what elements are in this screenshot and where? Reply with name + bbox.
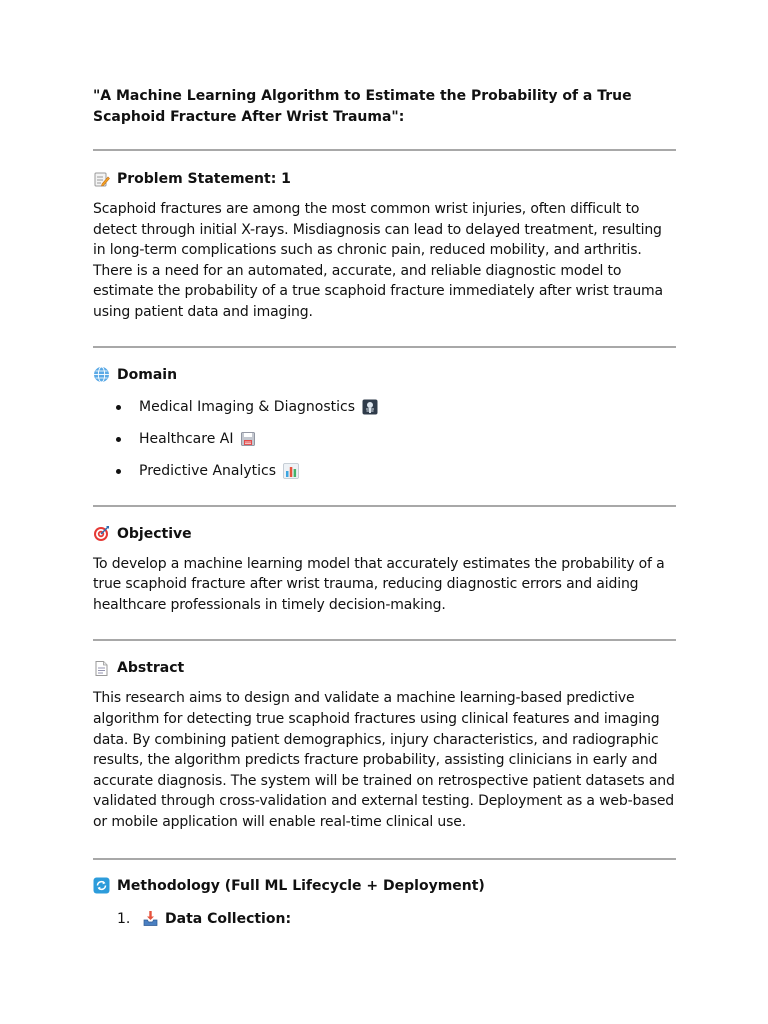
problem-heading-row	[93, 169, 676, 189]
abstract-text: This research aims to design and validate a machine learning-based predictive algorithm for detecting true scaphoid fractures using clinical features and imaging data. By combining patient demographics, injury characteristics, and radiographic results, the algorithm predicts fracture probability, assisting clinicians in early and accurate diagnosis. The system will be trained on retrospective patient datasets and validated through cross-validation and external testing. Deployment as a web-based or mobile application will enable real-time clinical use.	[93, 690, 675, 830]
step-number: 1.	[117, 910, 131, 927]
domain-heading: Domain	[117, 366, 178, 383]
target-icon	[93, 525, 110, 542]
methodology-heading: Methodology (Full ML Lifecycle + Deployment)	[117, 877, 485, 894]
objective-heading: Objective	[117, 525, 192, 542]
abstract-heading-row	[93, 658, 676, 678]
list-item-label: Healthcare AI	[139, 430, 234, 447]
memo-pencil-icon	[93, 171, 110, 188]
page-icon	[93, 660, 110, 677]
inbox-tray-icon	[142, 910, 159, 927]
bar-chart-icon	[283, 463, 299, 479]
divider	[93, 858, 676, 860]
list-item	[93, 429, 676, 449]
divider	[93, 149, 676, 151]
xray-icon	[362, 399, 378, 415]
abstract-heading: Abstract	[117, 660, 185, 677]
bullet-dot	[116, 437, 121, 442]
methodology-step	[93, 909, 676, 929]
divider	[93, 639, 676, 641]
document-page	[93, 86, 676, 929]
step-label: Data Collection:	[165, 910, 292, 927]
bullet-dot	[116, 469, 121, 474]
domain-list	[93, 397, 676, 481]
divider	[93, 505, 676, 507]
bullet-dot	[116, 405, 121, 410]
divider	[93, 346, 676, 348]
problem-heading: Problem Statement: 1	[117, 171, 291, 187]
list-item-label: Medical Imaging & Diagnostics	[139, 398, 356, 415]
list-item	[93, 397, 676, 417]
domain-heading-row	[93, 365, 676, 385]
globe-icon	[93, 366, 110, 383]
methodology-heading-row	[93, 876, 676, 896]
cycle-arrows-icon	[93, 877, 110, 894]
objective-text: To develop a machine learning model that accurately estimates the probability of a true scaphoid fracture after wrist trauma, reducing diagnostic errors and aiding healthcare professionals in timely decision-making.	[93, 555, 665, 613]
list-item	[93, 461, 676, 481]
objective-heading-row	[93, 524, 676, 544]
list-item-label: Predictive Analytics	[139, 462, 277, 479]
document-title: "A Machine Learning Algorithm to Estimate the Probability of a True Scaphoid Fracture After Wrist Trauma":	[93, 88, 632, 125]
floppy-disk-icon	[240, 431, 256, 447]
problem-text: Scaphoid fractures are among the most common wrist injuries, often difficult to detect through initial X-rays. Misdiagnosis can lead to delayed treatment, resulting in long-term complications such as chronic pain, reduced mobility, and arthritis. There is a need for an automated, accurate, and reliable diagnostic model to estimate the probability of a true scaphoid fracture immediately after wrist trauma using patient data and imaging.	[93, 201, 663, 320]
